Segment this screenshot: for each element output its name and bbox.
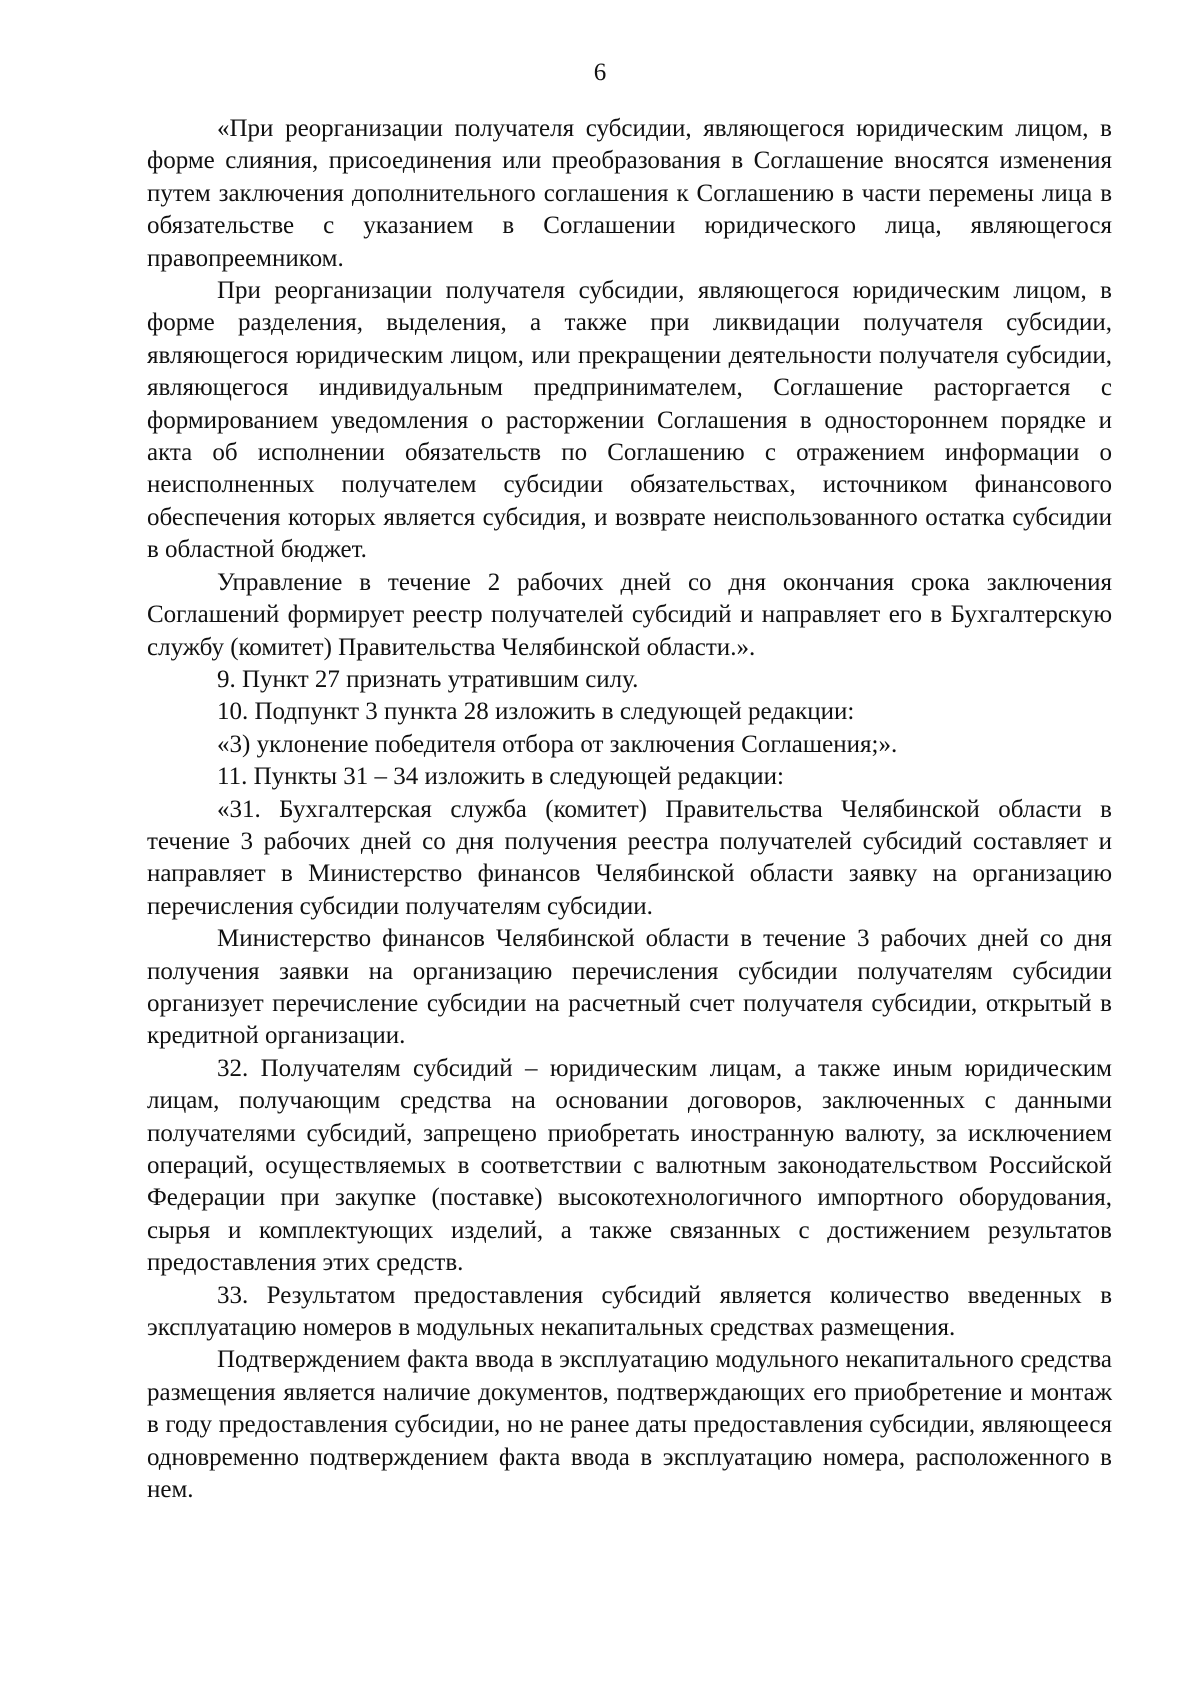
paragraph: 10. Подпункт 3 пункта 28 изложить в следующей редакции: (217, 698, 855, 726)
page-number: 6 (593, 59, 607, 86)
paragraph: Подтверждением факта ввода в эксплуатацию модульного некапитального средства размещения является наличие документов, подтверждающих его приобретение и монтаж в году предоставления субсидии, но не ранее даты предоставления субсидии, являющееся одновременно подтверждением факта ввода в эксплуатацию номера, расположенного в нем. (147, 1346, 1112, 1504)
paragraph: 11. Пункты 31 – 34 изложить в следующей редакции: (217, 763, 784, 791)
document-body (147, 113, 1112, 1506)
paragraph: «3) уклонение победителя отбора от заключения Соглашения;». (217, 730, 898, 758)
paragraph: 32. Получателям субсидий – юридическим лицам, а также иным юридическим лицам, получающим средства на основании договоров, заключенных с данными получателями субсидий, запрещено приобретать иностранную валюту, за исключением операций, осуществляемых в соответствии с валютным законодательством Российской Федерации при закупке (поставке) высокотехнологичного импортного оборудования, сырья и комплектующих изделий, а также связанных с достижением результатов предоставления этих средств. (147, 1054, 1112, 1277)
paragraph: 9. Пункт 27 признать утратившим силу. (217, 665, 639, 693)
paragraph: Управление в течение 2 рабочих дней со дня окончания срока заключения Соглашений формирует реестр получателей субсидий и направляет его в Бухгалтерскую службу (комитет) Правительства Челябинской области.». (147, 568, 1112, 661)
paragraph: «31. Бухгалтерская служба (комитет) Правительства Челябинской области в течение 3 рабочих дней со дня получения реестра получателей субсидий составляет и направляет в Министерство финансов Челябинской области заявку на организацию перечисления субсидии получателям субсидии. (147, 795, 1112, 920)
paragraph: «При реорганизации получателя субсидии, являющегося юридическим лицом, в форме слияния, присоединения или преобразования в Соглашение вносятся изменения путем заключения дополнительного соглашения к Соглашению в части перемены лица в обязательстве с указанием в Соглашении юридического лица, являющегося правопреемником. (147, 115, 1112, 272)
paragraph: 33. Результатом предоставления субсидий является количество введенных в эксплуатацию номеров в модульных некапитальных средствах размещения. (147, 1281, 1112, 1342)
paragraph: При реорганизации получателя субсидии, являющегося юридическим лицом, в форме разделения, выделения, а также при ликвидации получателя субсидии, являющегося юридическим лицом, или прекращении деятельности получателя субсидии, являющегося индивидуальным предпринимателем, Соглашение расторгается с формированием уведомления о расторжении Соглашения в одностороннем порядке и акта об исполнении обязательств по Соглашению с отражением информации о неисполненных получателем субсидии обязательствах, источником финансового обеспечения которых является субсидия, и возврате неиспользованного остатка субсидии в областной бюджет. (147, 277, 1112, 564)
paragraph: Министерство финансов Челябинской области в течение 3 рабочих дней со дня получения заявки на организацию перечисления субсидии получателям субсидии организует перечисление субсидии на расчетный счет получателя субсидии, открытый в кредитной организации. (147, 925, 1112, 1050)
